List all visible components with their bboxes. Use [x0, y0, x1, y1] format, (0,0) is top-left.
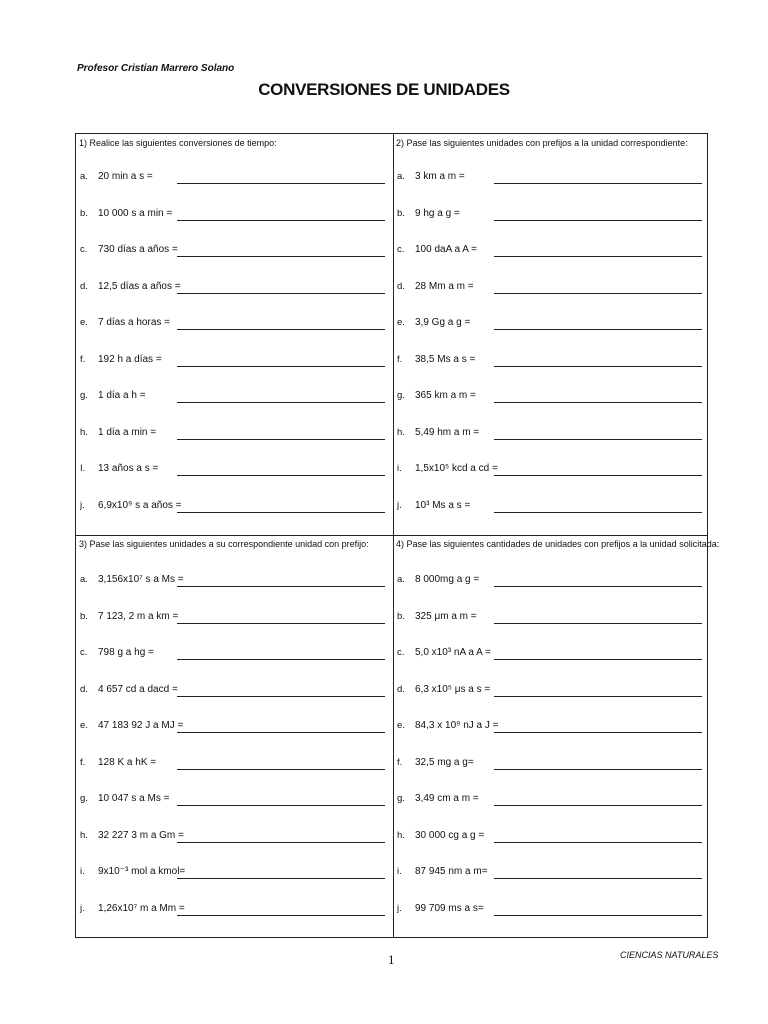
exercise-row	[393, 463, 710, 483]
item-expression: 10 047 s a Ms =	[98, 793, 170, 804]
item-letter: d.	[397, 683, 405, 695]
exercise-row	[76, 684, 393, 704]
item-letter: g.	[397, 793, 405, 804]
item-expression: 30 000 cg a g =	[415, 829, 485, 841]
item-expression: 365 km a m =	[415, 390, 476, 401]
answer-line[interactable]	[494, 256, 702, 257]
item-expression: 8 000mg a g =	[415, 574, 480, 585]
answer-line[interactable]	[494, 623, 702, 624]
item-letter: h.	[397, 426, 405, 438]
item-expression: 10 000 s a min =	[98, 207, 173, 219]
item-letter: e.	[80, 720, 88, 731]
answer-line[interactable]	[494, 769, 702, 770]
exercise-row	[76, 463, 393, 483]
item-letter: a.	[397, 574, 405, 585]
exercise-row	[76, 830, 393, 850]
exercise-row	[76, 574, 393, 594]
item-letter: b.	[397, 610, 405, 622]
answer-line[interactable]	[177, 915, 385, 916]
exercise-row	[76, 500, 393, 520]
item-letter: a.	[397, 171, 405, 182]
answer-line[interactable]	[177, 732, 385, 733]
exercise-row	[393, 720, 710, 740]
item-expression: 5,0 x10³ nA a A =	[415, 647, 491, 658]
exercise-row	[393, 903, 710, 923]
item-letter: c.	[397, 647, 405, 658]
item-expression: 20 min a s =	[98, 171, 153, 182]
exercise-row	[393, 647, 710, 667]
exercise-row	[393, 244, 710, 264]
answer-line[interactable]	[177, 329, 385, 330]
item-letter: j.	[397, 902, 402, 914]
answer-line[interactable]	[177, 475, 385, 476]
item-expression: 5,49 hm a m =	[415, 426, 480, 438]
answer-line[interactable]	[494, 512, 702, 513]
answer-line[interactable]	[494, 805, 702, 806]
answer-line[interactable]	[494, 878, 702, 879]
exercise-row	[393, 866, 710, 886]
section-heading: 3) Pase las siguientes unidades a su correspondiente unidad con prefijo:	[79, 539, 369, 549]
item-letter: h.	[397, 829, 405, 841]
answer-line[interactable]	[177, 659, 385, 660]
item-letter: g.	[80, 793, 88, 804]
item-expression: 3,156x10⁷ s a Ms =	[98, 574, 184, 585]
exercise-row	[76, 720, 393, 740]
item-expression: 7 123, 2 m a km =	[98, 610, 179, 622]
section-2	[393, 134, 709, 535]
item-expression: 32 227 3 m a Gm =	[98, 829, 184, 841]
exercise-row	[76, 354, 393, 374]
item-letter: c.	[397, 244, 405, 255]
item-expression: 100 daA a A =	[415, 244, 478, 255]
answer-line[interactable]	[177, 512, 385, 513]
section-3	[76, 535, 393, 937]
item-expression: 3,49 cm a m =	[415, 793, 479, 804]
answer-line[interactable]	[494, 329, 702, 330]
item-expression: 10³ Ms a s =	[415, 499, 471, 511]
exercise-row	[76, 208, 393, 228]
exercise-row	[76, 281, 393, 301]
item-expression: 47 183 92 J a MJ =	[98, 720, 184, 731]
item-expression: 4 657 cd a dacd =	[98, 683, 178, 695]
item-letter: a.	[80, 171, 88, 182]
item-expression: 12,5 días a años =	[98, 280, 181, 292]
item-letter: b.	[80, 610, 88, 622]
page-title: CONVERSIONES DE UNIDADES	[258, 80, 510, 99]
item-expression: 1,5x10⁵ kcd a cd =	[415, 463, 498, 474]
answer-line[interactable]	[494, 696, 702, 697]
exercise-row	[393, 171, 710, 191]
answer-line[interactable]	[177, 842, 385, 843]
exercise-row	[76, 171, 393, 191]
item-expression: 1 día a h =	[98, 390, 146, 401]
item-expression: 13 años a s =	[98, 463, 159, 474]
item-letter: f.	[397, 756, 403, 768]
item-letter: f.	[80, 756, 86, 768]
exercise-row	[393, 208, 710, 228]
section-4	[393, 535, 720, 937]
answer-line[interactable]	[177, 696, 385, 697]
item-letter: j.	[80, 902, 85, 914]
item-letter: g.	[80, 390, 88, 401]
answer-line[interactable]	[494, 586, 702, 587]
answer-line[interactable]	[177, 293, 385, 294]
section-heading: 4) Pase las siguientes cantidades de unidades con prefijos a la unidad solicitada:	[396, 539, 720, 549]
exercise-row	[393, 500, 710, 520]
item-letter: j.	[397, 499, 402, 511]
item-expression: 128 K a hK =	[98, 756, 157, 768]
item-letter: d.	[80, 280, 88, 292]
answer-line[interactable]	[494, 402, 702, 403]
item-expression: 28 Mm a m =	[415, 280, 474, 292]
answer-line[interactable]	[177, 256, 385, 257]
answer-line[interactable]	[494, 293, 702, 294]
item-expression: 99 709 ms a s=	[415, 902, 484, 914]
item-letter: f.	[397, 353, 403, 365]
exercise-row	[393, 354, 710, 374]
item-letter: e.	[397, 720, 405, 731]
item-letter: g.	[397, 390, 405, 401]
answer-line[interactable]	[177, 183, 385, 184]
item-letter: j.	[80, 499, 85, 511]
item-expression: 3 km a m =	[415, 171, 465, 182]
answer-line[interactable]	[494, 439, 702, 440]
answer-line[interactable]	[177, 586, 385, 587]
section-heading: 1) Realice las siguientes conversiones de tiempo:	[79, 138, 277, 148]
answer-line[interactable]	[177, 366, 385, 367]
item-expression: 325 μm a m =	[415, 610, 477, 622]
author-name: Profesor Cristian Marrero Solano	[77, 63, 235, 74]
exercise-row	[393, 390, 710, 410]
item-expression: 6,9x10⁹ s a años =	[98, 499, 182, 511]
item-letter: i.	[397, 463, 402, 474]
answer-line[interactable]	[494, 183, 702, 184]
exercise-row	[76, 793, 393, 813]
answer-line[interactable]	[177, 805, 385, 806]
answer-line[interactable]	[494, 732, 702, 733]
answer-line[interactable]	[494, 475, 702, 476]
exercise-row	[393, 317, 710, 337]
exercise-row	[76, 647, 393, 667]
exercise-row	[76, 244, 393, 264]
section-heading: 2) Pase las siguientes unidades con prefijos a la unidad correspondiente:	[396, 138, 688, 148]
item-letter: b.	[80, 207, 88, 219]
item-expression: 798 g a hg =	[98, 647, 154, 658]
exercise-row	[393, 427, 710, 447]
item-letter: a.	[80, 574, 88, 585]
item-letter: c.	[80, 244, 88, 255]
answer-line[interactable]	[177, 220, 385, 221]
exercise-row	[393, 793, 710, 813]
item-letter: e.	[397, 317, 405, 328]
item-letter: e.	[80, 317, 88, 328]
answer-line[interactable]	[494, 915, 702, 916]
answer-line[interactable]	[494, 659, 702, 660]
exercise-row	[76, 903, 393, 923]
item-letter: I.	[80, 463, 86, 474]
exercise-row	[393, 830, 710, 850]
footer-subject: CIENCIAS NATURALES	[620, 950, 719, 960]
exercise-row	[76, 866, 393, 886]
answer-line[interactable]	[494, 842, 702, 843]
exercise-row	[76, 390, 393, 410]
item-expression: 38,5 Ms a s =	[415, 353, 476, 365]
exercise-table	[75, 133, 720, 938]
answer-line[interactable]	[177, 402, 385, 403]
item-letter: d.	[397, 280, 405, 292]
answer-line[interactable]	[177, 623, 385, 624]
item-letter: i.	[80, 866, 85, 877]
item-letter: c.	[80, 647, 88, 658]
item-expression: 87 945 nm a m=	[415, 866, 488, 877]
item-letter: i.	[397, 866, 402, 877]
item-expression: 9x10⁻³ mol a kmol=	[98, 866, 186, 877]
answer-line[interactable]	[494, 220, 702, 221]
exercise-row	[76, 427, 393, 447]
answer-line[interactable]	[494, 366, 702, 367]
item-letter: h.	[80, 829, 88, 841]
item-expression: 3,9 Gg a g =	[415, 317, 471, 328]
exercise-row	[76, 317, 393, 337]
exercise-row	[393, 574, 710, 594]
item-letter: b.	[397, 207, 405, 219]
exercise-row	[393, 684, 710, 704]
item-letter: d.	[80, 683, 88, 695]
item-expression: 730 días a años =	[98, 244, 178, 255]
item-expression: 32,5 mg a g=	[415, 756, 474, 768]
exercise-row	[393, 611, 710, 631]
item-expression: 1 día a min =	[98, 426, 157, 438]
exercise-row	[393, 281, 710, 301]
item-expression: 1,26x10⁷ m a Mm =	[98, 902, 185, 914]
item-letter: f.	[80, 353, 86, 365]
item-expression: 7 días a horas =	[98, 317, 170, 328]
answer-line[interactable]	[177, 878, 385, 879]
item-expression: 192 h a días =	[98, 353, 162, 365]
item-expression: 84,3 x 10⁹ nJ a J =	[415, 720, 499, 731]
answer-line[interactable]	[177, 769, 385, 770]
item-letter: h.	[80, 426, 88, 438]
section-1	[76, 134, 393, 535]
exercise-row	[76, 757, 393, 777]
answer-line[interactable]	[177, 439, 385, 440]
page-number: 1	[388, 952, 395, 967]
item-expression: 9 hg a g =	[415, 207, 460, 219]
exercise-row	[76, 611, 393, 631]
item-expression: 6,3 x10⁵ μs a s =	[415, 683, 491, 695]
exercise-row	[393, 757, 710, 777]
